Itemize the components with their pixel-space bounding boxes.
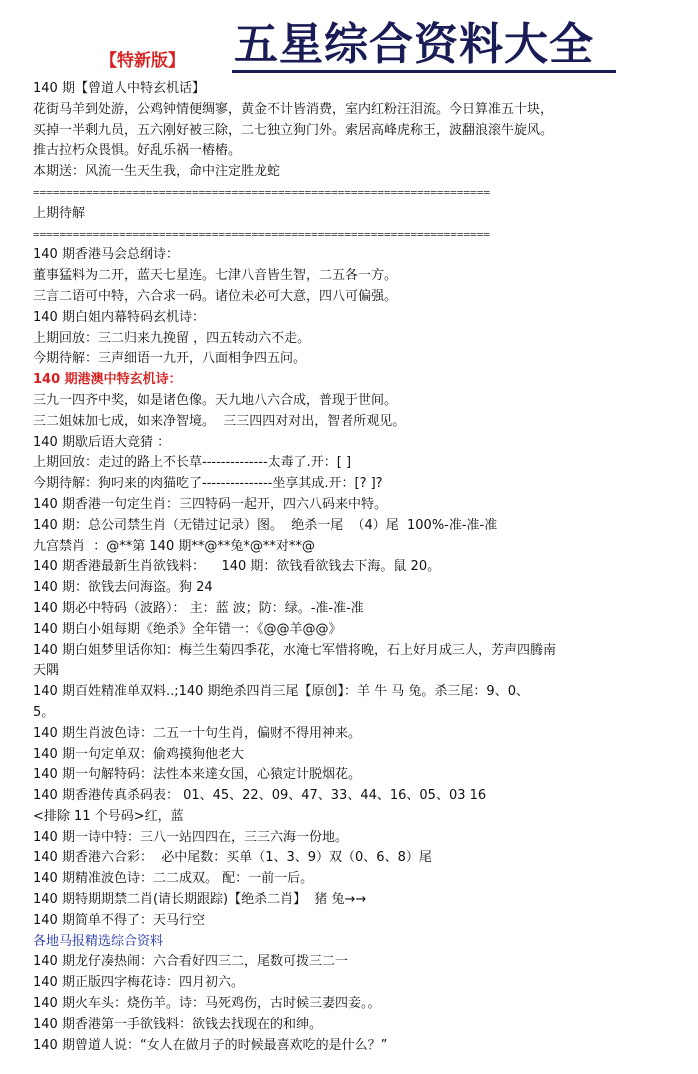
text-line: 140 期精准波色诗：二二成双。 配：一前一后。 <box>33 871 314 887</box>
text-line: 140 期正版四字梅花诗：四月初六。 <box>33 975 244 991</box>
edition-label: 【特新版】 <box>100 51 185 71</box>
text-line: 140 期火车头：烧伤羊。诗：马死鸡伤，古时候三妻四妾。。 <box>33 996 381 1012</box>
text-line: 140 期一句解特码：法性本来達女国，心猿定计脱烟花。 <box>33 767 361 783</box>
text-line: 140 期白小姐每期《绝杀》全年错一：《@@羊@@》 <box>33 621 342 637</box>
text-line: 140 期港澳中特玄机诗： <box>33 372 182 388</box>
text-line: 三二姐妹加七成，如来净智境。 三三四四对对出，智者所观见。 <box>33 413 406 429</box>
text-line: 140 期曾道人说：“女人在做月子的时候最喜欢吃的是什么？” <box>33 1037 388 1053</box>
text-line: 九宫禁肖 ：@**第 140 期**@**兔*@**对**@ <box>33 538 315 554</box>
text-line: 140 期百姓精准单双料..;140 期绝杀四肖三尾【原创】：羊 牛 马 兔。杀三尾：9、0、 <box>33 684 529 700</box>
separator-line: ===================================================================== <box>33 185 490 199</box>
text-line: 天隅 <box>33 663 60 679</box>
header <box>0 0 698 76</box>
text-line: 140 期白姐梦里话你知：梅兰生菊四季花，水淹七军惜将晚，石上好月成三人，芳声四腾南 <box>33 642 556 658</box>
text-line: <排除 11 个号码>红，蓝 <box>33 808 184 824</box>
text-line: 买掉一半剩九员，五六刚好被三除，二七独立狗门外。索居高峰虎称王，波翻浪滚牛旋风。 <box>33 122 554 138</box>
text-line: 推古拉朽众畏惧。好乱乐祸一樁樁。 <box>33 143 242 159</box>
title-underline <box>232 70 616 73</box>
text-line: 140 期龙仔凑热闹：六合看好四三二，尾数可拨三二一 <box>33 954 348 970</box>
text-line: 花街马羊到处游，公鸡钟情便绸寥，黄金不计皆消费，室内红粉汪泪流。今日算准五十块， <box>33 101 554 117</box>
text-line: 140 期一句定单双：偷鸡摸狗他老大 <box>33 746 244 762</box>
text-line: 本期送：风流一生天生我，命中注定胜龙蛇 <box>33 164 281 180</box>
text-line: 140 期生肖波色诗：二五一十句生肖，偏财不得用神来。 <box>33 725 361 741</box>
text-line: 140 期香港马会总纲诗： <box>33 247 179 263</box>
text-line: 140 期香港最新生肖欲钱料： 140 期：欲钱看欲钱去下海。鼠 20。 <box>33 559 441 575</box>
text-line: 140 期特期期禁二肖(请长期跟踪)【绝杀二肖】 猪 兔→→ <box>33 892 367 908</box>
text-line: 董事猛料为二开，蓝天七星连。七津八音皆生智，二五各一方。 <box>33 268 398 284</box>
text-line: 140 期香港第一手欲钱料：欲钱去找现在的和绅。 <box>33 1016 322 1032</box>
text-line: 140 期香港一句定生肖：三四特码一起开，四六八码来中特。 <box>33 496 387 512</box>
text-line: 三言二语可中特，六合求一码。诸位未必可大意，四八可偏强。 <box>33 288 398 304</box>
text-line: 140 期白姐内幕特码玄机诗： <box>33 309 205 325</box>
text-line: 140 期：总公司禁生肖（无错过记录）图。 绝杀一尾 （4）尾 100%-准-准-准 <box>33 517 498 533</box>
text-line: 140 期【曾道人中特玄机话】 <box>33 81 205 96</box>
page-title: 五星综合资料大全 <box>234 19 594 70</box>
text-line: 今期待解：三声细语一九开，八面相争四五问。 <box>33 351 307 367</box>
text-line: 上期回放：三二归来九挽留 ，四五转动六不走。 <box>33 330 311 346</box>
text-line: 140 期香港六合彩： 必中尾数：买单（1、3、9）双（0、6、8）尾 <box>33 850 432 866</box>
text-line: 140 期必中特码（波路）： 主：蓝 波；防：绿。-准-准-准 <box>33 600 364 616</box>
text-line: 三九一四齐中奖，如是诸色像。天九地八六合成，普现于世间。 <box>33 392 398 408</box>
text-line: 各地马报精选综合资料 <box>33 933 164 949</box>
text-line: 140 期一诗中特：三八一站四四在，三三六海一份地。 <box>33 829 348 845</box>
text-line: 140 期简单不得了：天马行空 <box>33 912 205 928</box>
text-line: 上期待解 <box>33 205 86 221</box>
text-line: 140 期歇后语大竞猜 ： <box>33 434 171 450</box>
text-line: 140 期：欲钱去问海盗。狗 24 <box>33 580 213 596</box>
text-line: 今期待解：狗叼来的肉猫吃了---------------坐享其成.开：[? ]? <box>33 476 383 492</box>
separator-line: ===================================================================== <box>33 227 490 241</box>
text-line: 140 期香港传真杀码表： 01、45、22、09、47、33、44、16、05、03 16 <box>33 788 487 804</box>
text-line: 5。 <box>33 704 55 720</box>
document-body <box>33 79 673 1056</box>
text-line: 上期回放：走过的路上不长草--------------太毒了.开：[ ] <box>33 455 352 471</box>
